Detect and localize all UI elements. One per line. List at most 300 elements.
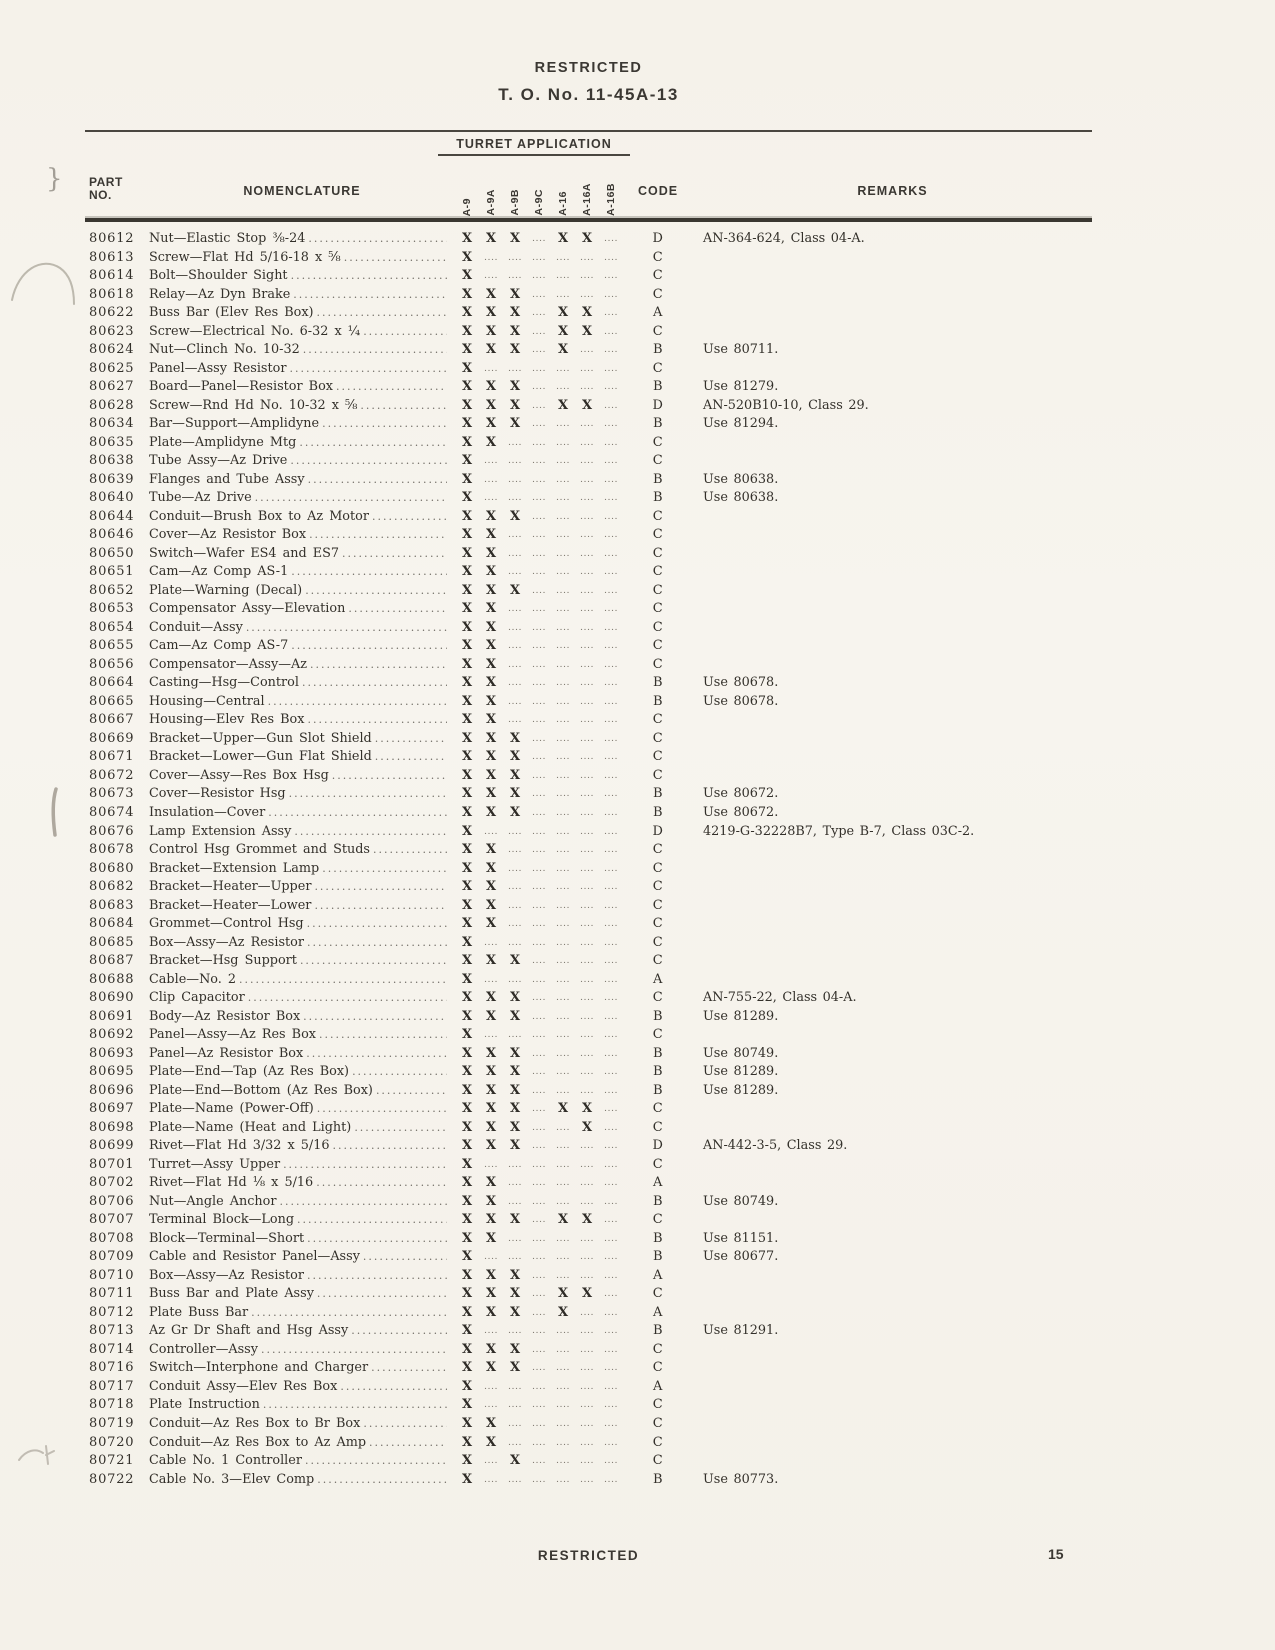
application-empty-mark: .... <box>603 547 619 559</box>
nomenclature-cell <box>149 934 455 953</box>
application-x-mark: X <box>485 1341 497 1357</box>
nomenclature-cell <box>149 582 455 601</box>
part-no-cell: 80627 <box>89 379 135 395</box>
remarks-cell <box>693 286 1092 305</box>
application-x-mark: X <box>485 1267 497 1283</box>
code-cell: C <box>652 712 664 728</box>
application-x-mark: X <box>581 1101 593 1117</box>
application-empty-mark: .... <box>507 455 523 467</box>
remarks-cell <box>693 1434 1092 1453</box>
application-x-mark: X <box>461 342 473 358</box>
code-cell: C <box>652 1416 664 1431</box>
application-empty-mark: .... <box>531 1066 547 1078</box>
part-no-cell: 80696 <box>89 1082 135 1098</box>
application-x-mark: X <box>509 1082 521 1098</box>
application-x-mark: X <box>485 601 497 617</box>
nomenclature-text: Control Hsg Grommet and Studs <box>149 842 370 858</box>
application-empty-mark: .... <box>603 251 619 263</box>
application-x-mark: X <box>485 693 497 709</box>
nomenclature-text: Conduit—Assy <box>149 619 243 635</box>
application-empty-mark: .... <box>483 270 499 282</box>
application-empty-mark: .... <box>555 1029 571 1041</box>
application-x-mark: X <box>485 953 497 969</box>
application-x-mark: X <box>485 305 497 321</box>
application-x-mark: X <box>509 1360 521 1376</box>
application-empty-mark: .... <box>507 492 523 504</box>
application-empty-mark: .... <box>555 751 571 763</box>
code-cell: C <box>652 990 664 1006</box>
application-empty-mark: .... <box>507 825 523 837</box>
nomenclature-text: Rivet—Flat Hd ⅛ x 5/16 <box>149 1175 314 1191</box>
application-empty-mark: .... <box>579 381 595 393</box>
application-empty-mark: .... <box>507 473 523 485</box>
application-x-mark: X <box>461 1193 473 1209</box>
application-empty-mark: .... <box>603 844 619 856</box>
nomenclature-cell <box>149 1008 455 1027</box>
dot-leader <box>369 1434 447 1453</box>
table-row <box>85 656 1092 675</box>
nomenclature-text: Cable—No. 2 <box>149 971 237 987</box>
dot-leader <box>319 1026 447 1045</box>
application-empty-mark: .... <box>579 1343 595 1355</box>
nomenclature-text: Cable No. 1 Controller <box>149 1453 302 1469</box>
nomenclature-text: Housing—Central <box>149 693 265 709</box>
application-x-mark: X <box>509 231 521 246</box>
part-no-cell: 80709 <box>89 1249 135 1265</box>
application-x-mark: X <box>509 749 521 765</box>
nomenclature-cell <box>149 489 455 508</box>
remarks-cell <box>693 730 1092 749</box>
application-empty-mark: .... <box>531 1140 547 1152</box>
table-row <box>85 341 1092 360</box>
application-empty-mark: .... <box>555 862 571 874</box>
table-row <box>85 600 1092 619</box>
nomenclature-text: Screw—Rnd Hd No. 10-32 x ⅝ <box>149 397 358 413</box>
application-x-mark: X <box>461 323 473 339</box>
table-row <box>85 1082 1092 1101</box>
application-empty-mark: .... <box>507 899 523 911</box>
table-row <box>85 360 1092 379</box>
application-empty-mark: .... <box>507 1195 523 1207</box>
application-empty-mark: .... <box>531 769 547 781</box>
application-x-mark: X <box>485 842 497 858</box>
application-empty-mark: .... <box>555 270 571 282</box>
code-cell: C <box>652 860 664 876</box>
remarks-cell <box>693 1341 1092 1360</box>
application-x-mark: X <box>485 860 497 876</box>
application-empty-mark: .... <box>579 584 595 596</box>
application-empty-mark: .... <box>579 1047 595 1059</box>
application-x-mark: X <box>485 990 497 1006</box>
application-x-mark: X <box>485 749 497 765</box>
nomenclature-cell <box>149 286 455 305</box>
part-no-cell: 80622 <box>89 305 135 321</box>
remarks-cell: Use 80638. <box>703 471 779 487</box>
table-row <box>85 637 1092 656</box>
part-no-cell: 80691 <box>89 1008 135 1024</box>
part-no-cell: 80693 <box>89 1045 135 1061</box>
nomenclature-text: Block—Terminal—Short <box>149 1230 305 1246</box>
application-empty-mark: .... <box>483 973 499 985</box>
nomenclature-cell <box>149 730 455 749</box>
application-x-mark: X <box>509 1064 521 1080</box>
application-x-mark: X <box>509 786 521 802</box>
application-empty-mark: .... <box>579 1269 595 1281</box>
application-empty-mark: .... <box>579 1306 595 1318</box>
application-x-mark: X <box>461 1286 473 1302</box>
dot-leader <box>336 378 447 397</box>
application-x-mark: X <box>461 749 473 765</box>
nomenclature-cell <box>149 1378 455 1397</box>
application-empty-mark: .... <box>579 1455 595 1467</box>
application-x-mark: X <box>485 1304 497 1320</box>
application-empty-mark: .... <box>579 1380 595 1392</box>
application-empty-mark: .... <box>555 1418 571 1429</box>
code-cell: B <box>652 490 664 506</box>
part-no-cell: 80698 <box>89 1119 135 1135</box>
code-cell: B <box>652 1008 664 1024</box>
application-x-mark: X <box>461 1267 473 1283</box>
nomenclature-text: Bracket—Upper—Gun Slot Shield <box>149 730 372 746</box>
table-row <box>85 674 1092 693</box>
table-row <box>85 1304 1092 1323</box>
part-no-cell: 80624 <box>89 342 135 358</box>
application-x-mark: X <box>509 1045 521 1061</box>
application-x-mark: X <box>485 1064 497 1080</box>
application-empty-mark: .... <box>531 1362 547 1374</box>
table-row <box>85 804 1092 823</box>
application-x-mark: X <box>461 490 473 506</box>
part-no-cell: 80720 <box>89 1434 135 1450</box>
application-x-mark: X <box>461 453 473 469</box>
application-empty-mark: .... <box>531 1288 547 1300</box>
application-empty-mark: .... <box>555 1473 571 1485</box>
application-empty-mark: .... <box>507 695 523 707</box>
application-empty-mark: .... <box>507 1232 523 1244</box>
application-x-mark: X <box>485 1101 497 1117</box>
dot-leader <box>363 1248 447 1267</box>
code-cell: D <box>652 231 664 246</box>
application-empty-mark: .... <box>579 1473 595 1485</box>
application-x-mark: X <box>461 508 473 524</box>
application-empty-mark: .... <box>507 1418 523 1429</box>
part-no-cell: 80614 <box>89 268 135 284</box>
part-no-cell: 80674 <box>89 804 135 820</box>
part-no-cell: 80667 <box>89 712 135 728</box>
part-no-cell: 80713 <box>89 1323 135 1339</box>
application-x-mark: X <box>485 434 497 450</box>
application-x-mark: X <box>557 231 569 246</box>
part-no-cell: 80708 <box>89 1230 135 1246</box>
application-empty-mark: .... <box>555 1455 571 1467</box>
application-empty-mark: .... <box>555 1047 571 1059</box>
dot-leader <box>322 860 447 879</box>
code-cell: C <box>652 564 664 580</box>
nomenclature-cell <box>149 823 455 842</box>
dot-leader <box>291 563 447 582</box>
application-x-mark: X <box>461 712 473 728</box>
application-empty-mark: .... <box>579 677 595 689</box>
application-empty-mark: .... <box>507 621 523 633</box>
application-x-mark: X <box>485 1082 497 1098</box>
application-x-mark: X <box>461 730 473 746</box>
remarks-cell <box>693 526 1092 545</box>
table-row <box>85 693 1092 712</box>
application-empty-mark: .... <box>531 862 547 874</box>
nomenclature-text: Bracket—Heater—Upper <box>149 879 312 895</box>
pen-mark-scribble <box>16 1442 60 1472</box>
application-empty-mark: .... <box>507 1029 523 1041</box>
application-x-mark: X <box>485 1119 497 1135</box>
application-empty-mark: .... <box>579 473 595 485</box>
table-row <box>85 1396 1092 1415</box>
code-cell: C <box>652 545 664 561</box>
application-empty-mark: .... <box>603 1269 619 1281</box>
application-x-mark: X <box>461 786 473 802</box>
application-empty-mark: .... <box>603 1066 619 1078</box>
part-no-cell: 80716 <box>89 1360 135 1376</box>
application-empty-mark: .... <box>579 1029 595 1041</box>
dot-leader <box>363 323 447 342</box>
code-cell: D <box>652 397 664 413</box>
application-x-mark: X <box>485 527 497 543</box>
remarks-cell <box>693 452 1092 471</box>
dot-leader <box>251 1304 447 1323</box>
application-empty-mark: .... <box>555 1084 571 1096</box>
application-x-mark: X <box>581 1119 593 1135</box>
application-x-mark: X <box>485 767 497 783</box>
dot-leader <box>307 1230 447 1249</box>
page-number: 15 <box>1048 1546 1064 1562</box>
application-empty-mark: .... <box>603 862 619 874</box>
application-x-mark: X <box>461 360 473 376</box>
application-empty-mark: .... <box>507 270 523 282</box>
code-cell: C <box>652 527 664 543</box>
application-x-mark: X <box>485 323 497 339</box>
application-empty-mark: .... <box>531 658 547 670</box>
application-empty-mark: .... <box>555 473 571 485</box>
application-empty-mark: .... <box>531 510 547 522</box>
nomenclature-text: Conduit—Brush Box to Az Motor <box>149 508 369 524</box>
nomenclature-cell <box>149 452 455 471</box>
application-empty-mark: .... <box>507 603 523 615</box>
application-empty-mark: .... <box>531 844 547 856</box>
application-empty-mark: .... <box>603 1047 619 1059</box>
application-empty-mark: .... <box>579 992 595 1004</box>
nomenclature-cell <box>149 656 455 675</box>
nomenclature-text: Relay—Az Dyn Brake <box>149 286 291 302</box>
application-empty-mark: .... <box>531 1306 547 1318</box>
code-cell: C <box>652 582 664 598</box>
application-empty-mark: .... <box>555 732 571 744</box>
part-no-cell: 80721 <box>89 1453 135 1469</box>
dot-leader <box>289 785 447 804</box>
application-empty-mark: .... <box>555 288 571 300</box>
part-no-cell: 80690 <box>89 990 135 1006</box>
part-no-cell: 80707 <box>89 1212 135 1228</box>
dot-leader <box>261 1341 447 1360</box>
dot-leader <box>348 600 447 619</box>
application-empty-mark: .... <box>603 288 619 300</box>
application-empty-mark: .... <box>579 658 595 670</box>
nomenclature-text: Compensator—Assy—Az <box>149 656 307 672</box>
application-empty-mark: .... <box>531 936 547 948</box>
application-x-mark: X <box>485 564 497 580</box>
nomenclature-cell <box>149 249 455 268</box>
application-empty-mark: .... <box>555 1140 571 1152</box>
application-empty-mark: .... <box>603 418 619 430</box>
table-row <box>85 1322 1092 1341</box>
code-cell: B <box>652 1064 664 1080</box>
application-empty-mark: .... <box>507 1158 523 1170</box>
remarks-cell <box>693 656 1092 675</box>
application-empty-mark: .... <box>579 640 595 652</box>
part-no-cell: 80653 <box>89 601 135 617</box>
application-empty-mark: .... <box>603 677 619 689</box>
application-x-mark: X <box>461 268 473 284</box>
remarks-cell <box>693 711 1092 730</box>
nomenclature-cell <box>149 693 455 712</box>
remarks-cell: Use 80672. <box>703 786 779 802</box>
application-x-mark: X <box>461 1453 473 1469</box>
dot-leader <box>306 1045 447 1064</box>
table-row <box>85 267 1092 286</box>
application-empty-mark: .... <box>603 1177 619 1189</box>
remarks-cell: Use 80678. <box>703 675 779 691</box>
application-empty-mark: .... <box>483 362 499 374</box>
application-empty-mark: .... <box>507 529 523 541</box>
application-empty-mark: .... <box>579 1010 595 1022</box>
nomenclature-text: Bracket—Lower—Gun Flat Shield <box>149 749 372 765</box>
dot-leader <box>305 582 447 601</box>
technical-order-number: T. O. No. 11-45A-13 <box>498 85 679 104</box>
dot-leader <box>302 674 447 693</box>
application-empty-mark: .... <box>603 788 619 800</box>
application-empty-mark: .... <box>603 1418 619 1429</box>
application-empty-mark: .... <box>531 992 547 1004</box>
application-empty-mark: .... <box>555 973 571 985</box>
part-no-cell: 80701 <box>89 1156 135 1172</box>
application-empty-mark: .... <box>603 436 619 448</box>
part-no-cell: 80711 <box>89 1286 135 1302</box>
code-cell: C <box>652 879 664 895</box>
application-x-mark: X <box>509 1286 521 1302</box>
dot-leader <box>300 952 447 971</box>
part-no-cell: 80684 <box>89 916 135 932</box>
application-empty-mark: .... <box>579 436 595 448</box>
nomenclature-cell <box>149 804 455 823</box>
table-row <box>85 1193 1092 1212</box>
dot-leader <box>317 1285 447 1304</box>
application-empty-mark: .... <box>555 844 571 856</box>
application-empty-mark: .... <box>531 1047 547 1059</box>
application-empty-mark: .... <box>531 1325 547 1337</box>
application-empty-mark: .... <box>531 603 547 615</box>
table-row <box>85 785 1092 804</box>
application-empty-mark: .... <box>555 658 571 670</box>
code-cell: C <box>652 1341 664 1357</box>
code-cell: A <box>653 305 663 321</box>
dot-leader <box>342 545 447 564</box>
application-empty-mark: .... <box>531 399 547 411</box>
application-x-mark: X <box>461 471 473 487</box>
application-empty-mark: .... <box>555 955 571 967</box>
remarks-cell <box>693 545 1092 564</box>
nomenclature-cell <box>149 1359 455 1378</box>
application-x-mark: X <box>461 916 473 932</box>
app-column-header-a9c: A-9C <box>533 189 545 216</box>
application-x-mark: X <box>461 379 473 395</box>
application-empty-mark: .... <box>531 584 547 596</box>
part-no-cell: 80628 <box>89 397 135 413</box>
application-empty-mark: .... <box>483 936 499 948</box>
code-cell: C <box>652 286 664 302</box>
nomenclature-cell <box>149 434 455 453</box>
part-no-cell: 80623 <box>89 323 135 339</box>
application-empty-mark: .... <box>579 918 595 930</box>
nomenclature-text: Tube Assy—Az Drive <box>149 453 288 469</box>
application-empty-mark: .... <box>579 288 595 300</box>
application-x-mark: X <box>461 434 473 450</box>
application-x-mark: X <box>461 1397 473 1413</box>
remarks-cell: Use 81289. <box>703 1008 779 1024</box>
application-x-mark: X <box>485 730 497 746</box>
nomenclature-cell <box>149 1193 455 1212</box>
application-empty-mark: .... <box>531 1269 547 1281</box>
application-empty-mark: .... <box>579 751 595 763</box>
application-empty-mark: .... <box>603 732 619 744</box>
application-empty-mark: .... <box>579 1232 595 1244</box>
part-no-cell: 80638 <box>89 453 135 469</box>
remarks-cell: AN-755-22, Class 04-A. <box>703 990 857 1006</box>
nomenclature-text: Screw—Flat Hd 5/16-18 x ⅝ <box>149 249 341 265</box>
application-empty-mark: .... <box>603 1195 619 1207</box>
nomenclature-text: Flanges and Tube Assy <box>149 471 305 487</box>
application-empty-mark: .... <box>531 418 547 430</box>
nomenclature-text: Insulation—Cover <box>149 804 266 820</box>
nomenclature-cell <box>149 1174 455 1193</box>
application-x-mark: X <box>461 1119 473 1135</box>
remarks-cell <box>693 267 1092 286</box>
application-x-mark: X <box>461 397 473 413</box>
nomenclature-text: Nut—Angle Anchor <box>149 1193 277 1209</box>
dot-leader <box>291 637 447 656</box>
application-empty-mark: .... <box>579 251 595 263</box>
part-no-cell: 80683 <box>89 897 135 913</box>
code-cell: B <box>652 342 664 358</box>
app-column-header-a9b: A-9B <box>509 189 521 216</box>
application-empty-mark: .... <box>555 381 571 393</box>
remarks-cell <box>693 508 1092 527</box>
application-empty-mark: .... <box>579 270 595 282</box>
part-no-cell: 80665 <box>89 693 135 709</box>
application-empty-mark: .... <box>507 1380 523 1392</box>
application-empty-mark: .... <box>507 1473 523 1485</box>
nomenclature-cell <box>149 637 455 656</box>
part-no-header: PART NO. <box>89 175 123 202</box>
application-x-mark: X <box>509 342 521 358</box>
code-cell: C <box>652 1434 664 1450</box>
application-empty-mark: .... <box>531 695 547 707</box>
table-row <box>85 1415 1092 1434</box>
application-empty-mark: .... <box>555 1010 571 1022</box>
part-no-cell: 80676 <box>89 823 135 839</box>
remarks-cell <box>693 748 1092 767</box>
nomenclature-cell <box>149 860 455 879</box>
remarks-cell <box>693 1452 1092 1471</box>
code-cell: C <box>652 1156 664 1172</box>
application-empty-mark: .... <box>603 1380 619 1392</box>
